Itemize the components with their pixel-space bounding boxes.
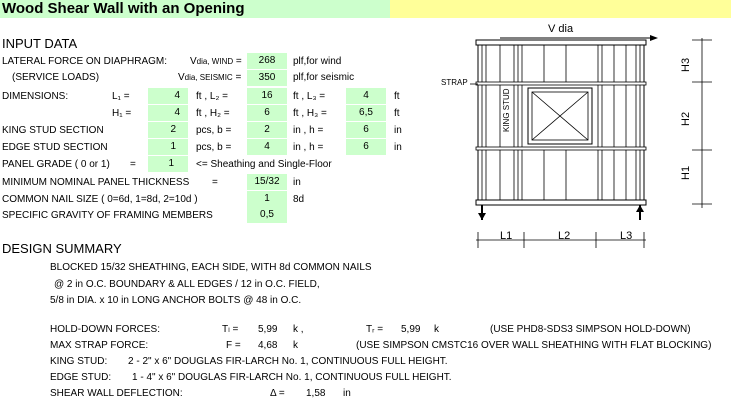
tr-unit: k (434, 324, 439, 335)
strap-label: STRAP (441, 78, 468, 87)
strap-note: (USE SIMPSON CMSTC16 OVER WALL SHEATHING WITH FLAT BLOCKING) (356, 340, 712, 351)
shear-wall-diagram (440, 18, 731, 250)
dimensions-label: DIMENSIONS: (2, 91, 69, 102)
input-heading: INPUT DATA (2, 36, 78, 51)
l2-dim-label: L2 (558, 230, 571, 242)
summary-line-3: 5/8 in DIA. x 10 in LONG ANCHOR BOLTS @ 48 in O.C. (50, 295, 302, 306)
l1-dim-label: L1 (500, 230, 513, 242)
holddown-label: HOLD-DOWN FORCES: (50, 324, 160, 335)
king-in-unit: in (394, 125, 402, 136)
deflection-label: SHEAR WALL DEFLECTION: (50, 388, 183, 399)
lateral-force-label: LATERAL FORCE ON DIAPHRAGM: (2, 56, 168, 67)
l1-label: L₁ = (112, 91, 130, 102)
nail-size-label: COMMON NAIL SIZE ( 0=6d, 1=8d, 2=10d ) (2, 194, 198, 205)
edge-in-unit: in (394, 142, 402, 153)
top-plate (476, 40, 646, 45)
h1-label: H₁ = (112, 108, 132, 119)
edge-stud-section-label: EDGE STUD SECTION (2, 142, 108, 153)
l2-label: ft , L₂ = (196, 91, 228, 102)
thickness-eq: = (212, 177, 218, 188)
h1-input[interactable]: 4 (148, 105, 188, 121)
h2-input[interactable]: 6 (247, 105, 287, 121)
sheet-title: Wood Shear Wall with an Opening (2, 0, 245, 17)
h2-dim-label: H2 (680, 111, 692, 126)
panel-grade-label: PANEL GRADE ( 0 or 1) (2, 159, 110, 170)
h3-input[interactable]: 6,5 (346, 105, 386, 121)
edge-stud-summary-label: EDGE STUD: (50, 372, 112, 383)
edge-h-label: in , h = (293, 142, 324, 153)
king-b-label: pcs, b = (196, 125, 232, 136)
l3-input[interactable]: 4 (346, 88, 386, 104)
title-yellow-fill (390, 0, 731, 18)
thickness-value: 15/32 (247, 174, 287, 190)
edge-pcs-input[interactable]: 1 (148, 139, 188, 155)
h3-dim-label: H3 (680, 57, 692, 72)
tr-value: 5,99 (401, 324, 421, 335)
edge-b-label: pcs, b = (196, 142, 232, 153)
tl-label: Tₗ = (222, 324, 239, 335)
tr-label: Tᵣ = (366, 324, 384, 335)
thickness-label: MINIMUM NOMINAL PANEL THICKNESS (2, 177, 190, 188)
edge-b-input[interactable]: 4 (247, 139, 287, 155)
l2-input[interactable]: 16 (247, 88, 287, 104)
gravity-label: SPECIFIC GRAVITY OF FRAMING MEMBERS (2, 210, 213, 221)
v-seismic-label: Vdia, SEISMIC = (178, 72, 242, 83)
title-bar (0, 0, 731, 18)
king-stud-section-label: KING STUD SECTION (2, 125, 104, 136)
l3-label: ft , L₃ = (293, 91, 326, 102)
lower-strap (476, 147, 646, 150)
delta-unit: in (343, 388, 351, 399)
h2-label: ft , H₂ = (196, 108, 230, 119)
delta-label: Δ = (270, 388, 285, 399)
v-wind-label: Vdia, WIND = (190, 56, 242, 67)
v-dia-label: V dia (548, 23, 574, 35)
panel-grade-note: <= Sheathing and Single-Floor (196, 159, 332, 170)
bottom-plate (476, 200, 646, 205)
gravity-input[interactable]: 0,5 (247, 207, 287, 223)
h3-ft-unit: ft (394, 108, 400, 119)
king-h-input[interactable]: 6 (346, 122, 386, 138)
f-value: 4,68 (258, 340, 278, 351)
v-seismic-input[interactable]: 350 (247, 70, 287, 86)
summary-line-1: BLOCKED 15/32 SHEATHING, EACH SIDE, WITH 8d COMMON NAILS (50, 262, 372, 273)
king-stud-summary-text: 2 - 2" x 6" DOUGLAS FIR-LARCH No. 1, CONTINUOUS FULL HEIGHT. (128, 356, 448, 367)
king-stud-summary-label: KING STUD: (50, 356, 108, 367)
summary-line-2: @ 2 in O.C. BOUNDARY & ALL EDGES / 12 in O.C. FIELD, (54, 279, 320, 290)
strap-force-label: MAX STRAP FORCE: (50, 340, 149, 351)
service-loads-label: (SERVICE LOADS) (12, 72, 100, 83)
edge-h-input[interactable]: 6 (346, 139, 386, 155)
king-stud-label: KING STUD (502, 88, 511, 132)
summary-heading: DESIGN SUMMARY (2, 241, 122, 256)
delta-value: 1,58 (306, 388, 326, 399)
l3-ft-unit: ft (394, 91, 400, 102)
panel-grade-eq: = (130, 159, 136, 170)
edge-stud-summary-text: 1 - 4" x 6" DOUGLAS FIR-LARCH No. 1, CONTINUOUS FULL HEIGHT. (132, 372, 452, 383)
f-label: F = (226, 340, 241, 351)
h3-label: ft , H₃ = (293, 108, 327, 119)
l1-input[interactable]: 4 (148, 88, 188, 104)
nail-size-unit: 8d (293, 194, 305, 205)
tl-unit: k , (293, 324, 304, 335)
king-pcs-input[interactable]: 2 (148, 122, 188, 138)
l3-dim-label: L3 (620, 230, 633, 242)
upper-strap (476, 82, 646, 85)
v-wind-input[interactable]: 268 (247, 53, 287, 69)
holddown-note: (USE PHD8-SDS3 SIMPSON HOLD-DOWN) (490, 324, 691, 335)
wind-unit: plf,for wind (293, 56, 342, 67)
panel-grade-input[interactable]: 1 (148, 156, 188, 172)
seismic-unit: plf,for seismic (293, 72, 355, 83)
thickness-unit: in (293, 177, 301, 188)
v-arrow-head (650, 35, 658, 41)
nail-size-input[interactable]: 1 (247, 191, 287, 207)
h1-dim-label: H1 (680, 165, 692, 180)
king-b-input[interactable]: 2 (247, 122, 287, 138)
tl-value: 5,99 (258, 324, 278, 335)
f-unit: k (293, 340, 298, 351)
king-h-label: in , h = (293, 125, 324, 136)
